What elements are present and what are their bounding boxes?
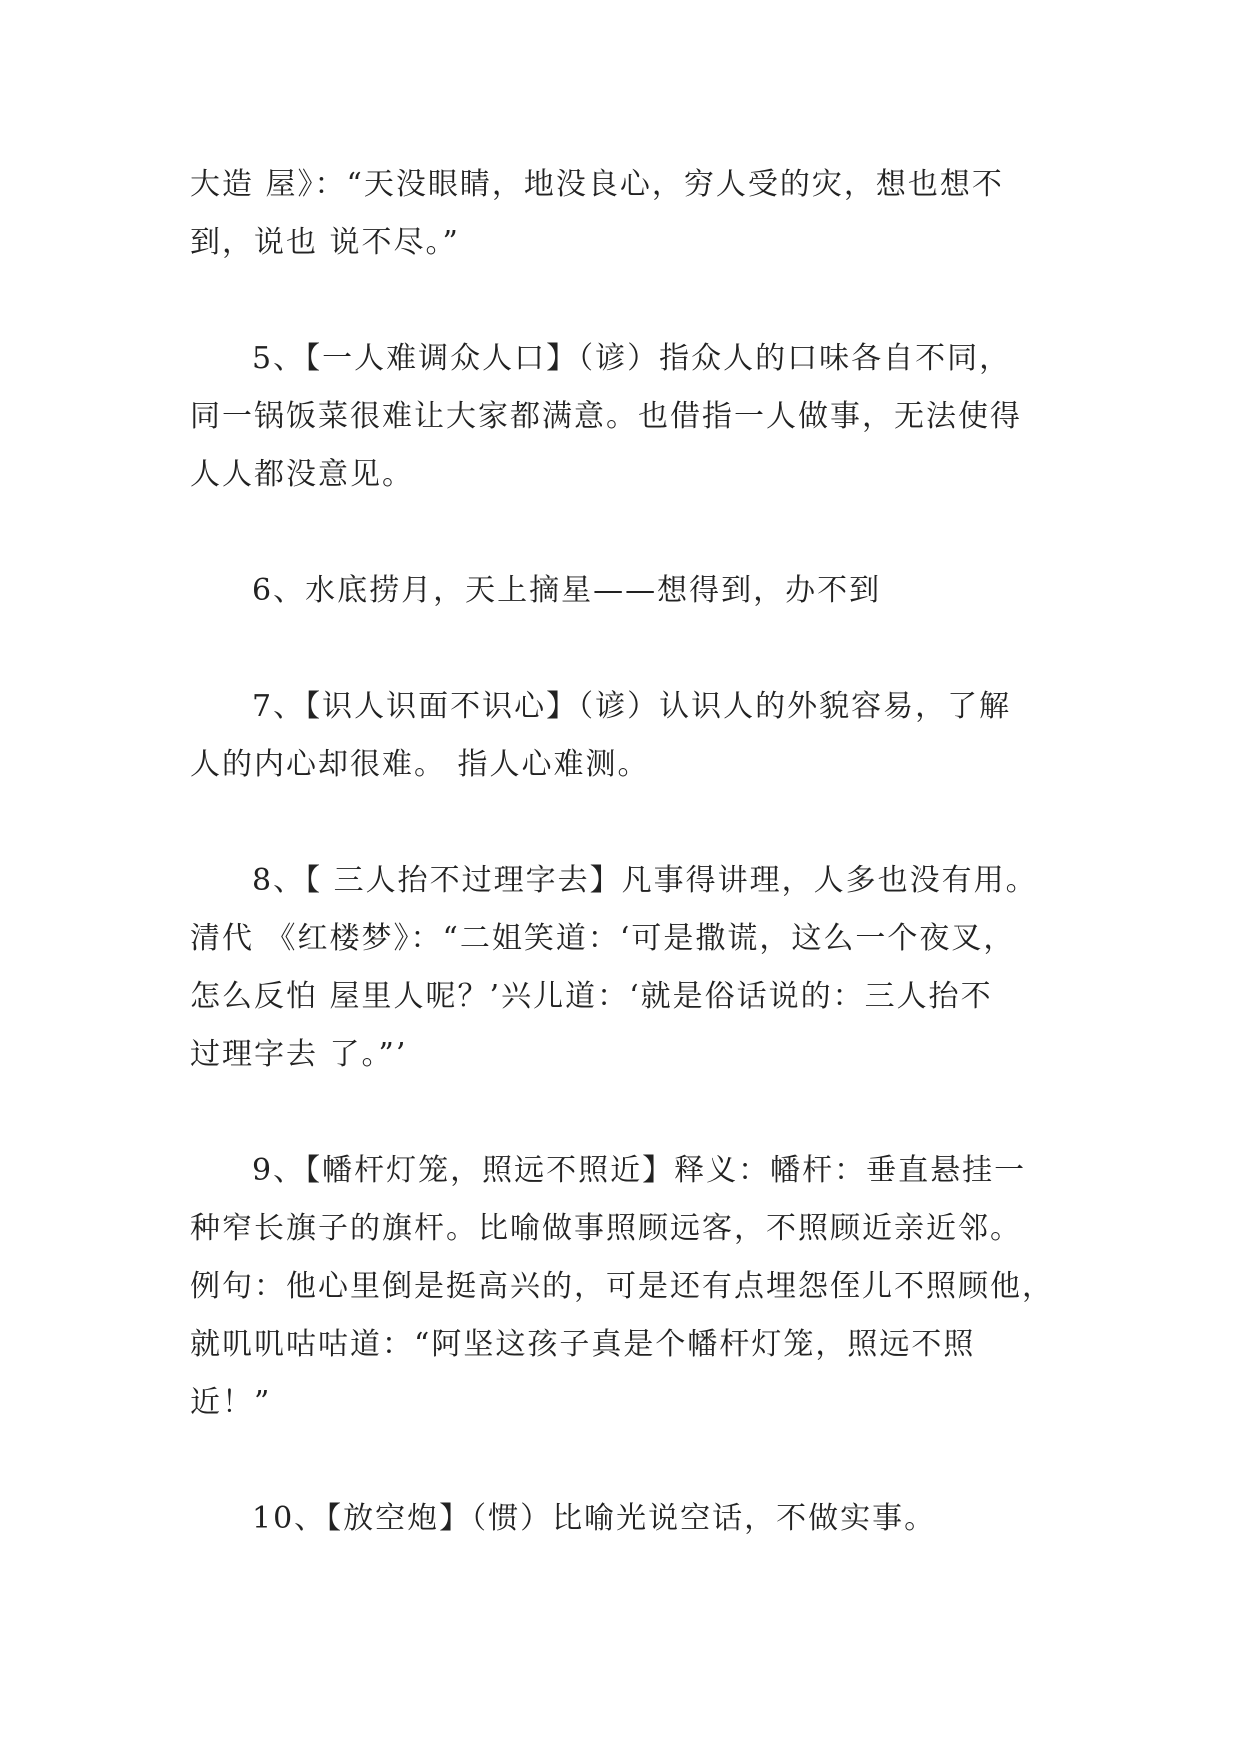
text-line: 到，说也 说不尽。” <box>190 225 460 260</box>
text-line: 7、【识人识面不识心】（谚）认识人的外貌容易，了解 <box>252 689 1012 724</box>
text-line: 例句：他心里倒是挺高兴的，可是还有点埋怨侄儿不照顾他， <box>190 1269 1054 1304</box>
document-body <box>190 156 1070 1606</box>
paragraph-item-6 <box>190 562 1070 620</box>
text-line: 6、水底捞月，天上摘星——想得到，办不到 <box>252 573 882 608</box>
text-line: 怎么反怕 屋里人呢？’兴儿道：‘就是俗话说的：三人抬不 <box>190 979 993 1014</box>
text-line: 种窄长旗子的旗杆。比喻做事照顾远客，不照顾近亲近邻。 <box>190 1211 1022 1246</box>
text-line: 人人都没意见。 <box>190 457 414 492</box>
text-line: 近！” <box>190 1385 272 1420</box>
text-line: 同一锅饭菜很难让大家都满意。也借指一人做事，无法使得 <box>190 399 1022 434</box>
paragraph-item-9 <box>190 1142 1070 1432</box>
text-line: 人的内心却很难。 指人心难测。 <box>190 747 650 782</box>
text-line: 就叽叽咕咕道：“阿坚这孩子真是个幡杆灯笼，照远不照 <box>190 1327 976 1362</box>
text-line: 过理字去 了。”’ <box>190 1037 408 1072</box>
paragraph-continuation <box>190 156 1070 272</box>
paragraph-item-8 <box>190 852 1070 1084</box>
paragraph-item-7 <box>190 678 1070 794</box>
text-line: 5、【一人难调众人口】（谚）指众人的口味各自不同， <box>252 341 1012 376</box>
text-line: 10、【放空炮】（惯）比喻光说空话，不做实事。 <box>252 1501 937 1536</box>
paragraph-item-5 <box>190 330 1070 504</box>
text-line: 清代 《红楼梦》：“二姐笑道：‘可是撒谎，这么一个夜叉， <box>190 921 1016 956</box>
paragraph-item-10 <box>190 1490 1070 1548</box>
text-line: 8、【 三人抬不过理字去】凡事得讲理，人多也没有用。 <box>252 863 1038 898</box>
text-line: 大造 屋》：“天没眼睛，地没良心，穷人受的灾，想也想不 <box>190 167 1004 202</box>
text-line: 9、【幡杆灯笼，照远不照近】释义：幡杆：垂直悬挂一 <box>252 1153 1027 1188</box>
